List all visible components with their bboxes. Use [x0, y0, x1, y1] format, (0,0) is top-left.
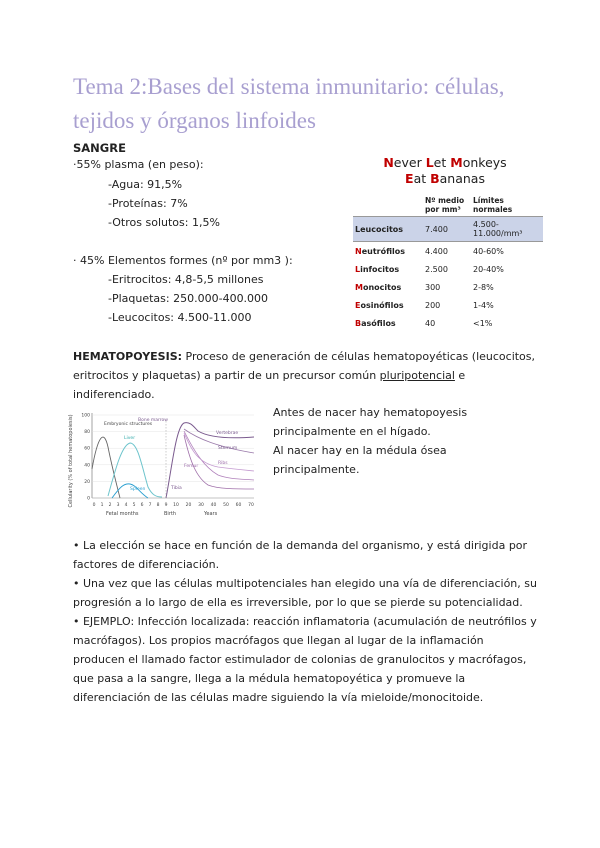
mnemonic-word: et: [433, 155, 451, 170]
cell-name: [353, 296, 423, 314]
mnemonic-letter: N: [383, 155, 394, 170]
x-tick-label-years: 50: [223, 503, 229, 508]
x-tick-label-fetal: 0: [92, 503, 96, 508]
section-heading-sangre: SANGRE: [73, 141, 126, 155]
x-tick-label-years: 70: [248, 503, 254, 508]
cell-name-initial: B: [355, 318, 362, 328]
formes-line: · 45% Elementos formes (nº por mm3 ):: [73, 254, 293, 267]
mnemonic-word: onkeys: [462, 155, 507, 170]
bullet-line: • La elección se hace en función de la demanda del organismo, y está dirigida por: [73, 539, 528, 552]
x-tick-label-years: 40: [210, 503, 217, 508]
x-tick-label-fetal: 2: [108, 503, 112, 508]
mnemonic-letter: E: [405, 171, 414, 186]
label-tibia: Tibia: [171, 486, 182, 491]
y-tick-label: 0: [87, 496, 90, 502]
xlabel-years: Years: [204, 511, 218, 517]
hemato-text: e: [454, 369, 466, 382]
table-header: [353, 194, 423, 217]
cell-name-rest: infocitos: [360, 264, 400, 274]
mnemonic: [350, 155, 540, 187]
cell-name-initial: L: [355, 264, 361, 274]
y-tick-label: 20: [84, 479, 90, 485]
x-tick-label-fetal: 1: [100, 503, 104, 508]
formes-item: -Leucocitos: 4.500-11.000: [108, 311, 252, 324]
plasma-item: -Agua: 91,5%: [108, 178, 183, 191]
formes-item: -Plaquetas: 250.000-400.000: [108, 292, 269, 305]
bullet-list: [73, 536, 537, 707]
side-text-line: Antes de nacer hay hematopoyesis: [273, 406, 468, 419]
table-header: Nº medio por mm³: [425, 196, 465, 214]
hematopoiesis-chart: [68, 407, 258, 519]
cell-avg: 2.500: [425, 264, 448, 274]
bullet-line: producen el llamado factor estimulador de colonias de granulocitos y macrófagos,: [73, 653, 527, 666]
x-tick-label-years: 60: [235, 503, 242, 508]
cell-name: [353, 278, 423, 296]
label-spleen: Spleen: [130, 487, 146, 492]
hematopoyesis-paragraph: [73, 347, 535, 404]
mnemonic-word: at: [413, 171, 431, 186]
cell-range: 1-4%: [473, 300, 494, 310]
mnemonic-word: ananas: [439, 171, 485, 186]
label-liver: Liver: [124, 436, 136, 441]
x-tick-label-fetal: 3: [116, 503, 120, 508]
mnemonic-line-2: [350, 171, 540, 187]
hemato-text: eritrocitos y plaquetas) a partir de un precursor común: [73, 369, 380, 382]
label-ribs: Ribs: [218, 461, 228, 466]
bullet-line: que pasa a la sangre, llega a la médula hematopoyética y promueve la: [73, 672, 466, 685]
mnemonic-letter: L: [425, 155, 434, 170]
x-tick-label-fetal: 4: [124, 503, 128, 508]
side-text-line: Al nacer hay en la médula ósea: [273, 444, 447, 457]
table-header-row: [353, 194, 543, 217]
mnemonic-line-1: [350, 155, 540, 171]
xlabel-fetal: Fetal months: [106, 511, 139, 517]
hemato-text: indiferenciado.: [73, 388, 155, 401]
x-tick-label-years: 10: [173, 503, 179, 508]
x-tick-label-fetal: 5: [132, 503, 136, 508]
bullet-item: [73, 536, 537, 574]
bullet-line: • Una vez que las células multipotenciales han elegido una vía de diferenciación, su: [73, 577, 537, 590]
cell-name: [353, 242, 423, 261]
cell-name-initial: N: [355, 246, 362, 256]
label-vertebrae: Vertebrae: [216, 431, 239, 436]
y-tick-label: 40: [84, 463, 90, 469]
cell-avg: 300: [425, 282, 441, 292]
leukocyte-table: [353, 194, 543, 332]
plasma-line: ·55% plasma (en peso):: [73, 158, 204, 171]
series-femur: [184, 431, 254, 480]
label-bone-marrow: Bone marrow: [138, 418, 168, 423]
label-femur: Femur: [184, 464, 199, 469]
x-tick-label-fetal: 8: [156, 503, 160, 508]
table-row: [353, 278, 543, 296]
cell-range: 40-60%: [473, 246, 504, 256]
side-text-line: principalmente en el hígado.: [273, 425, 431, 438]
cell-avg: 7.400: [423, 217, 471, 242]
bullet-line: diferenciación de las células madre siguiendo la vía mieloide/monocitoide.: [73, 691, 484, 704]
cell-range: 20-40%: [473, 264, 504, 274]
cell-avg: 4.400: [425, 246, 448, 256]
table-header: Límites normales: [473, 196, 513, 214]
table-row: [353, 296, 543, 314]
plasma-item: -Proteínas: 7%: [108, 197, 188, 210]
x-tick-label-fetal: 7: [148, 503, 152, 508]
side-text: [273, 403, 467, 479]
hematopoyesis-label: HEMATOPOYESIS:: [73, 350, 183, 363]
cell-range: 4.500-11.000/mm³: [471, 217, 543, 242]
xlabel-birth: Birth: [164, 511, 177, 517]
cell-avg: 40: [425, 318, 436, 328]
mnemonic-letter: M: [450, 155, 463, 170]
cell-name: [353, 260, 423, 278]
plasma-item: -Otros solutos: 1,5%: [108, 216, 220, 229]
label-sternum: Sternum: [218, 446, 238, 451]
table-row: [353, 260, 543, 278]
chart-ylabel: Cellularity (% of total hematopoiesis): [68, 414, 74, 508]
x-tick-label-fetal: 9: [164, 503, 168, 508]
y-tick-label: 60: [84, 446, 90, 452]
cell-name: Leucocitos: [353, 217, 423, 242]
label-embryonic: Embryonic structures: [104, 422, 153, 427]
y-tick-label: 100: [81, 413, 90, 419]
cell-name: [353, 314, 423, 332]
cell-name-rest: eutrófilos: [361, 246, 406, 256]
table-row: [353, 217, 543, 242]
bullet-line: • EJEMPLO: Infección localizada: reacción inflamatoria (acumulación de neutrófilos y: [73, 615, 537, 628]
bullet-line: progresión a lo largo de ella es irreversible, por lo que se pierde su potencialidad.: [73, 596, 523, 609]
y-tick-label: 80: [84, 430, 90, 436]
x-tick-label-years: 20: [185, 503, 192, 508]
cell-range: 2-8%: [473, 282, 494, 292]
side-text-line: principalmente.: [273, 463, 360, 476]
page-title: Tema 2:Bases del sistema inmunitario: células, tejidos y órganos linfoides: [73, 74, 505, 133]
table-row: [353, 242, 543, 261]
cell-name-initial: M: [355, 282, 363, 292]
mnemonic-letter: B: [430, 171, 440, 186]
bullet-item: [73, 574, 537, 612]
mnemonic-word: ever: [393, 155, 426, 170]
pluripotencial-term: pluripotencial: [379, 369, 455, 382]
x-tick-label-years: 30: [198, 503, 204, 508]
table-row: [353, 314, 543, 332]
hemato-text: Proceso de generación de células hematopoyéticas (leucocitos,: [182, 350, 536, 363]
cell-name-rest: osinófilos: [360, 300, 404, 310]
cell-range: <1%: [473, 318, 493, 328]
cell-name-rest: onocitos: [362, 282, 402, 292]
bullet-line: macrófagos). Los propios macrófagos que llegan al lugar de la inflamación: [73, 634, 484, 647]
bullet-line: factores de diferenciación.: [73, 558, 220, 571]
bullet-item: [73, 612, 537, 707]
formes-item: -Eritrocitos: 4,8-5,5 millones: [108, 273, 264, 286]
x-tick-label-fetal: 6: [140, 503, 144, 508]
cell-name-rest: asófilos: [361, 318, 396, 328]
cell-avg: 200: [425, 300, 441, 310]
cell-name-initial: E: [355, 300, 361, 310]
